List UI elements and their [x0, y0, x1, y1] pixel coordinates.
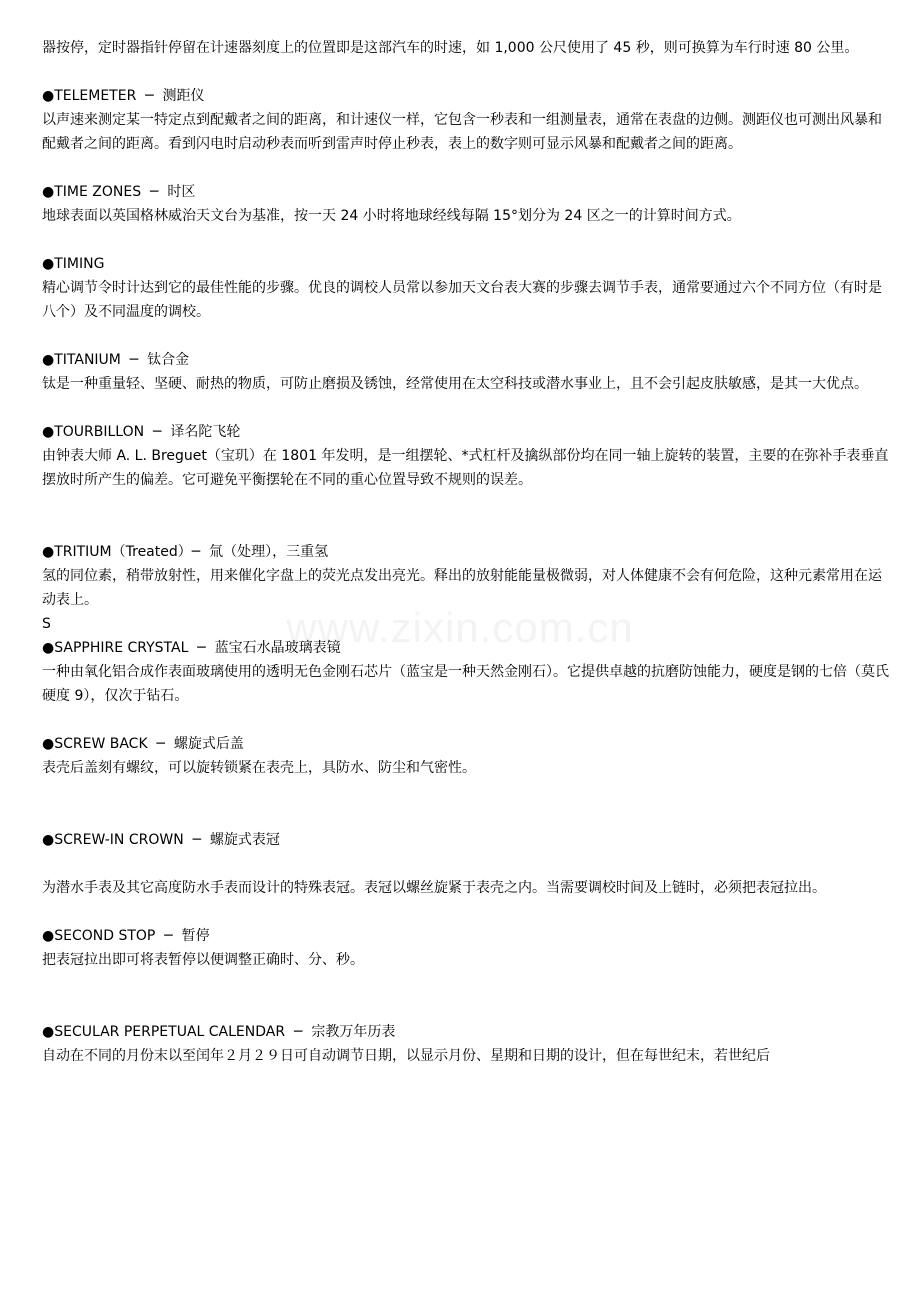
entry-term: ●TELEMETER ─ 测距仪: [42, 88, 205, 104]
entry-description: 钛是一种重量轻、坚硬、耐热的物质，可防止磨损及锈蚀，经常使用在太空科技或潜水事业上，且不会引起皮肤敏感，是其一大优点。: [42, 376, 868, 392]
entry-tourbillon: [42, 420, 892, 492]
entry-term: ●SAPPHIRE CRYSTAL ─ 蓝宝石水晶玻璃表镜: [42, 640, 341, 656]
section-letter: S: [42, 616, 51, 632]
entry-secular-perpetual-calendar: [42, 1020, 892, 1068]
entry-screw-back: [42, 732, 892, 780]
entry-description: 地球表面以英国格林威治天文台为基准，按一天 24 小时将地球经线每隔 15°划分为 24 区之一的计算时间方式。: [42, 208, 741, 224]
entry-term: ●TIME ZONES ─ 时区: [42, 184, 196, 200]
entry-description: 由钟表大师 A. L. Breguet（宝玑）在 1801 年发明，是一组摆轮、*式杠杆及擒纵部份均在同一轴上旋转的装置，主要的在弥补手表垂直摆放时所产生的偏差。它可避免平衡摆轮在不同的重心位置导致不规则的误差。: [42, 448, 889, 488]
entry-description: 以声速来测定某一特定点到配戴者之间的距离，和计速仪一样，它包含一秒表和一组测量表，通常在表盘的边侧。测距仪也可测出风暴和配戴者之间的距离。看到闪电时启动秒表而听到雷声时停止秒表，表上的数字则可显示风暴和配戴者之间的距离。: [42, 112, 882, 152]
entry-second-stop: [42, 924, 892, 972]
entry-sapphire-crystal: [42, 636, 892, 708]
watermark: www.zixin.com.cn: [286, 604, 634, 651]
entry-description: 为潜水手表及其它高度防水手表而设计的特殊表冠。表冠以螺丝旋紧于表壳之内。当需要调校时间及上链时，必须把表冠拉出。: [42, 880, 826, 896]
entry-term: ●SCREW BACK ─ 螺旋式后盖: [42, 736, 244, 752]
entry-term: ●TIMING: [42, 256, 105, 272]
entry-description: 把表冠拉出即可将表暂停以便调整正确时、分、秒。: [42, 952, 364, 968]
entry-term: ●TRITIUM（Treated）─ 氚（处理），三重氢: [42, 544, 329, 560]
entry-term: ●SCREW-IN CROWN ─ 螺旋式表冠: [42, 832, 280, 848]
document-page: [42, 36, 892, 1068]
entry-description: 一种由氧化铝合成作表面玻璃使用的透明无色金刚石芯片（蓝宝是一种天然金刚石）。它提供卓越的抗磨防蚀能力，硬度是钢的七倍（莫氏硬度 9），仅次于钻石。: [42, 664, 889, 704]
intro-paragraph: 器按停，定时器指针停留在计速器刻度上的位置即是这部汽车的时速，如 1,000 公尺使用了 45 秒，则可换算为车行时速 80 公里。: [42, 40, 859, 56]
entry-timing: [42, 252, 892, 324]
entry-titanium: [42, 348, 892, 396]
entry-term: ●TOURBILLON ─ 译名陀飞轮: [42, 424, 241, 440]
entry-term: ●TITANIUM ─ 钛合金: [42, 352, 190, 368]
entry-tritium: [42, 540, 892, 612]
entry-description: 自动在不同的月份末以至闰年２月２９日可自动调节日期，以显示月份、星期和日期的设计，但在每世纪末，若世纪后: [42, 1048, 770, 1064]
entry-term: ●SECOND STOP ─ 暂停: [42, 928, 210, 944]
entry-description: 表壳后盖刻有螺纹，可以旋转锁紧在表壳上，具防水、防尘和气密性。: [42, 760, 476, 776]
entry-description: 氢的同位素，稍带放射性，用来催化字盘上的荧光点发出亮光。释出的放射能能量极微弱，对人体健康不会有何危险，这种元素常用在运动表上。: [42, 568, 882, 608]
entry-time-zones: [42, 180, 892, 228]
entry-term: ●SECULAR PERPETUAL CALENDAR ─ 宗教万年历表: [42, 1024, 396, 1040]
entry-description: 精心调节令时计达到它的最佳性能的步骤。优良的调校人员常以参加天文台表大赛的步骤去调节手表，通常要通过六个不同方位（有时是八个）及不同温度的调校。: [42, 280, 882, 320]
entry-screw-in-crown: [42, 828, 892, 900]
entry-telemeter: [42, 84, 892, 156]
